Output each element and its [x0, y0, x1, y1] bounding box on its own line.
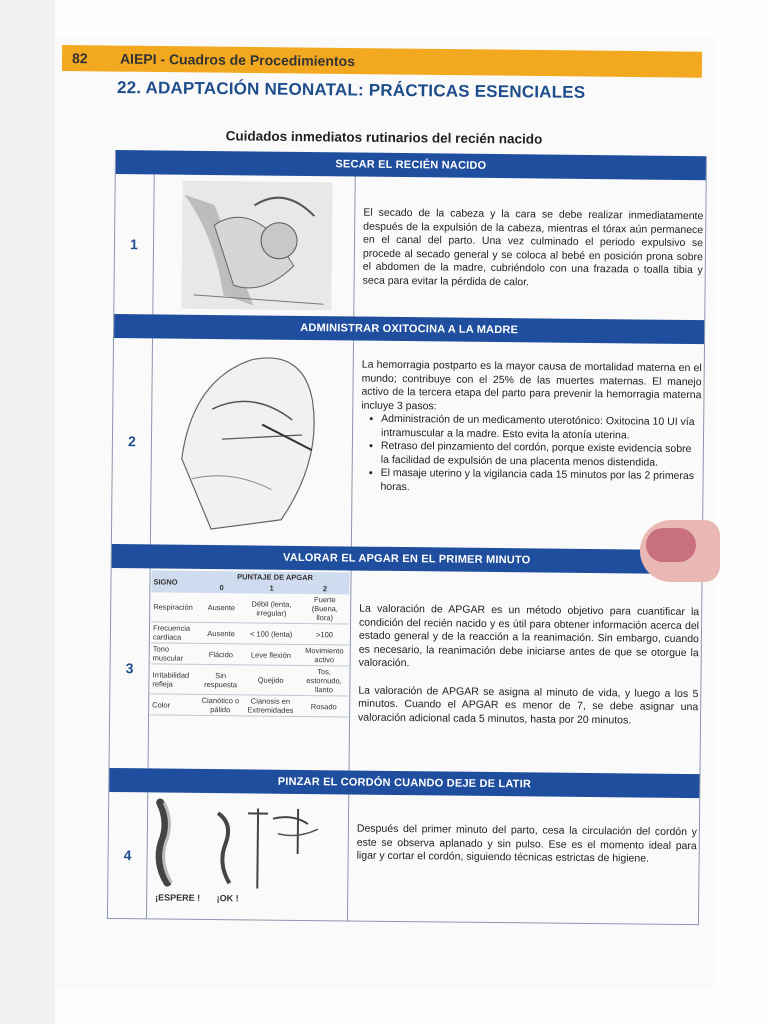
- bullet-item: ● El masaje uterino y la vigilancia cada 15 minutos por las 2 primeras horas.: [370, 467, 700, 497]
- cord-clamping-illustration: [147, 792, 349, 920]
- apgar-cell: < 100 (lenta): [242, 623, 300, 645]
- running-title: AIEPI - Cuadros de Procedimientos: [119, 50, 356, 70]
- thumb-in-photo: [640, 520, 720, 582]
- apgar-cell: Quejido: [242, 665, 300, 696]
- apgar-score-col: 0: [200, 582, 242, 593]
- apgar-score-col: 2: [301, 583, 350, 595]
- section-heading: PINZAR EL CORDÓN CUANDO DEJE DE LATIR: [109, 768, 699, 798]
- apgar-table: [150, 570, 350, 717]
- section-heading: ADMINISTRAR OXITOCINA A LA MADRE: [114, 314, 704, 344]
- section-number: 3: [110, 568, 151, 768]
- oxytocin-injection-illustration: [151, 338, 354, 546]
- section-paragraph: La valoración de APGAR se asigna al minuto de vida, y luego a los 5 minutos. Cuando el APGAR es menor de 7, se debe asignar una valoración adicional cada 5 minutos, hasta por 20 minutos.: [358, 684, 699, 726]
- apgar-score-header: PUNTAJE DE APGAR: [201, 571, 350, 584]
- apgar-cell: Débil (lenta, irregular): [242, 593, 300, 623]
- page-number: 82: [71, 50, 88, 67]
- apgar-table-cell: [149, 568, 352, 770]
- section-heading: VALORAR EL APGAR EN EL PRIMER MINUTO: [112, 544, 702, 574]
- apgar-cell: Ausente: [200, 593, 242, 623]
- apgar-cell: Cianótico o pálido: [199, 694, 241, 715]
- fingernail: [646, 528, 696, 562]
- section-text: El secado de la cabeza y la cara se debe realizar inmediatamente después de la expulsión de la cabeza, mientras el tórax aún permanece en el canal del parto. Una vez culminado el periodo expulsivo se procede al secado general y se coloca al bebé en posición prona sobre el abdomen de la madre, cubriéndolo con una frazada o toalla tibia y seca para evitar la pérdida de calor.: [362, 206, 704, 288]
- section-heading: SECAR EL RECIÉN NACIDO: [116, 150, 706, 180]
- bullet-item: ● Retraso del pinzamiento del cordón, porque existe evidencia sobre la facilidad de expulsión de una placenta menos distendida.: [371, 440, 701, 470]
- page-shadow: [0, 0, 55, 1024]
- apgar-cell: Ausente: [200, 622, 242, 643]
- section-row-3: [110, 568, 702, 774]
- ok-label: ¡OK !: [216, 893, 239, 904]
- apgar-cell: Movimiento activo: [300, 644, 349, 666]
- apgar-cell: Fuerte (Buena, llora): [300, 594, 349, 624]
- wait-label: ¡ESPERE !: [155, 892, 201, 903]
- apgar-cell: Rosado: [299, 695, 348, 717]
- apgar-sign-header: SIGNO: [151, 570, 200, 593]
- section-intro: La hemorragia postparto es la mayor causa de mortalidad materna en el mundo; contribuye con el 25% de las muertes maternas. El manejo activo de la tercera etapa del parto para prevenir la hemorragia materna incluye 3 pasos:: [361, 358, 702, 412]
- section-row-1: [114, 174, 705, 320]
- apgar-cell: Sin respuesta: [199, 664, 241, 694]
- apgar-row: [150, 694, 348, 717]
- apgar-cell: Respiración: [151, 592, 200, 622]
- apgar-cell: Cianosis en Extremidades: [241, 695, 299, 717]
- apgar-score-col: 1: [243, 582, 301, 594]
- section-row-4: [108, 792, 699, 924]
- section-number: 2: [112, 338, 153, 544]
- apgar-cell: Frecuencia cardiaca: [151, 622, 200, 644]
- apgar-row: [151, 592, 349, 624]
- subtitle: Cuidados inmediatos rutinarios del recién nacido: [225, 128, 543, 147]
- section-text: Después del primer minuto del parto, cesa la circulación del cordón y este se observa aplanado y sin pulso. Ese es el momento ideal para ligar y cortar el cordón, siguiendo técnicas estrictas de higiene.: [356, 822, 697, 865]
- apgar-cell: Irritabilidad refleja: [150, 664, 199, 695]
- apgar-cell: Tono muscular: [151, 643, 200, 665]
- apgar-cell: Tos, estornudo, llanto: [299, 665, 348, 696]
- section-bullets: [360, 413, 701, 498]
- section-number: 4: [108, 792, 148, 918]
- apgar-cell: Leve flexión: [242, 644, 300, 666]
- drying-newborn-illustration: [153, 174, 355, 316]
- apgar-cell: Flácido: [200, 643, 242, 664]
- procedures-table: [107, 150, 707, 925]
- bullet-item: ● Administración de un medicamento uterotónico: Oxitocina 10 UI vía intramuscular a la madre. Esto evita la atonía uterina.: [371, 413, 701, 443]
- apgar-cell: >100: [300, 623, 349, 645]
- apgar-row: [150, 664, 348, 696]
- apgar-row: [151, 622, 349, 645]
- chapter-title: 22. ADAPTACIÓN NEONATAL: PRÁCTICAS ESENCIALES: [116, 78, 586, 102]
- section-number: 1: [114, 174, 154, 314]
- apgar-row: [151, 643, 349, 666]
- section-paragraph: La valoración de APGAR es un método objetivo para cuantificar la condición del recién nacido y es útil para obtener información acerca del estado general y de la reacción a la reanimación. Sin embargo, cuando es necesario, la reanimación debe iniciarse antes de que se otorgue la valoración.: [358, 602, 700, 670]
- apgar-cell: Color: [150, 694, 199, 716]
- section-row-2: [112, 338, 704, 550]
